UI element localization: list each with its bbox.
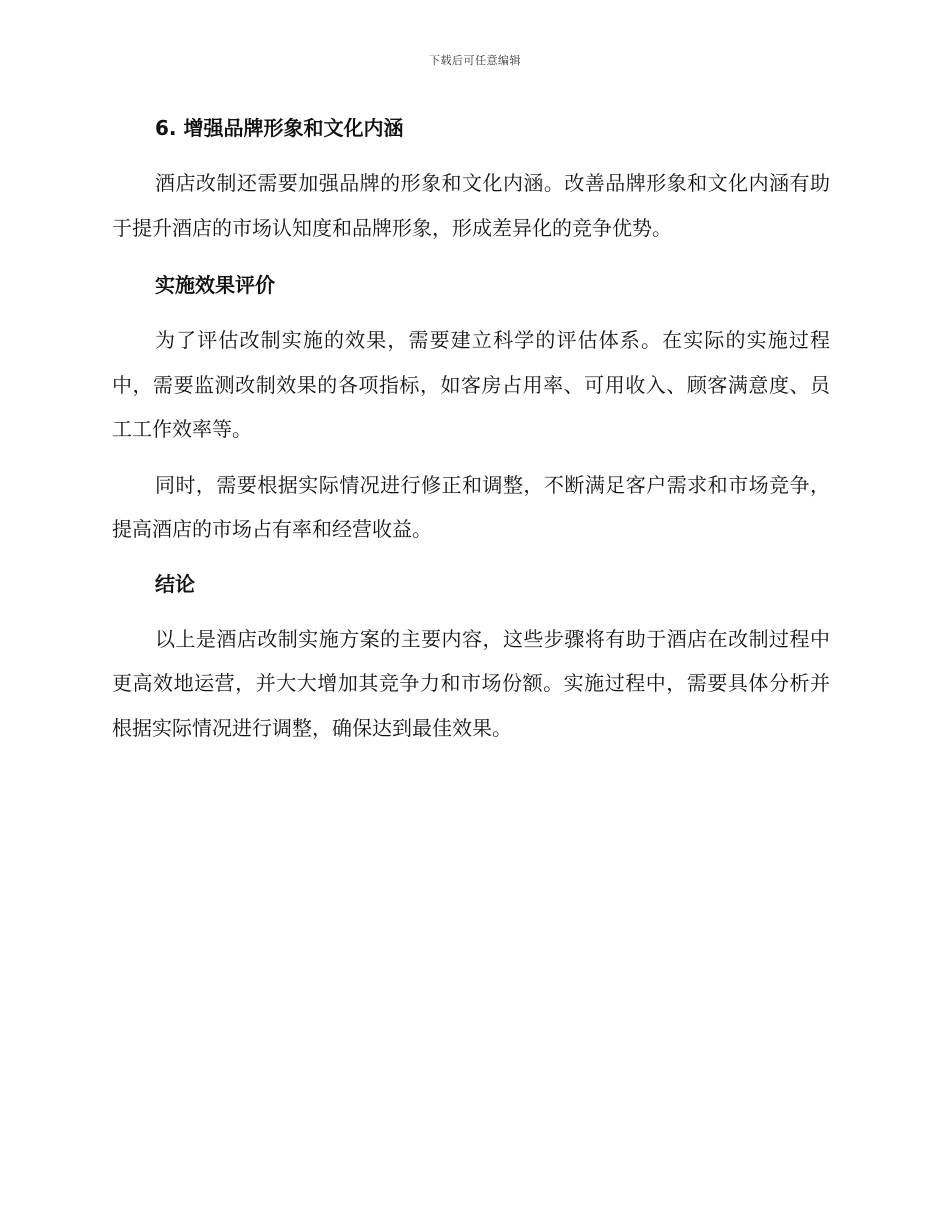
paragraph-brand: 酒店改制还需要加强品牌的形象和文化内涵。改善品牌形象和文化内涵有助于提升酒店的市场认知度和品牌形象，形成差异化的竞争优势。 — [112, 171, 830, 240]
document-body — [112, 112, 830, 750]
section-heading-brand: 6. 增强品牌形象和文化内涵 — [155, 116, 404, 140]
paragraph-evaluation-system: 为了评估改制实施的效果，需要建立科学的评估体系。在实际的实施过程中，需要监测改制效果的各项指标，如客房占用率、可用收入、顾客满意度、员工工作效率等。 — [112, 328, 830, 441]
paragraph-evaluation-adjustment: 同时，需要根据实际情况进行修正和调整，不断满足客户需求和市场竞争，提高酒店的市场占有率和经营收益。 — [112, 472, 830, 541]
section-heading-evaluation: 实施效果评价 — [155, 273, 275, 297]
paragraph-conclusion: 以上是酒店改制实施方案的主要内容，这些步骤将有助于酒店在改制过程中更高效地运营，并大大增加其竞争力和市场份额。实施过程中，需要具体分析并根据实际情况进行调整，确保达到最佳效果。 — [112, 626, 830, 740]
page-header: 下载后可任意编辑 — [429, 54, 521, 67]
section-heading-conclusion: 结论 — [155, 571, 195, 596]
